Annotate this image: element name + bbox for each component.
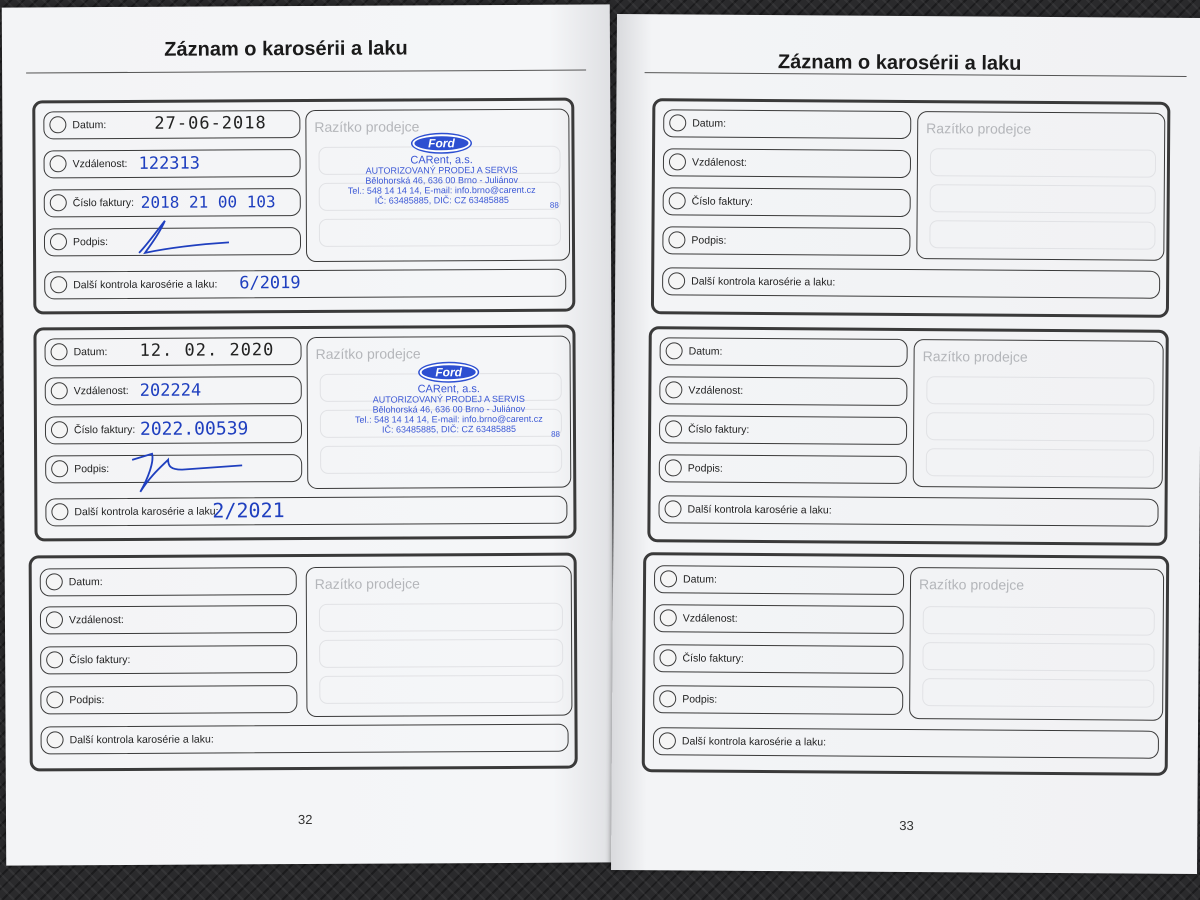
dealer-stamp xyxy=(338,363,561,439)
stamp-slot xyxy=(319,603,563,632)
stamp-slot xyxy=(926,448,1154,478)
bullet-circle-icon xyxy=(659,649,676,666)
cislo-faktury-label: Číslo faktury: xyxy=(688,423,750,436)
page-title: Záznam o karosérii a laku xyxy=(777,51,1022,75)
bullet-circle-icon xyxy=(50,194,67,211)
datum-label: Datum: xyxy=(683,573,717,586)
stamp-label: Razítko prodejce xyxy=(926,120,1032,137)
stamp-slot xyxy=(319,675,563,704)
record-2 xyxy=(33,325,576,542)
signature-icon xyxy=(125,216,235,257)
stamp-label: Razítko prodejce xyxy=(314,118,420,135)
datum-label: Datum: xyxy=(72,119,107,132)
vzdalenost-field[interactable] xyxy=(659,376,907,406)
page-number: 32 xyxy=(297,811,313,828)
cislo-faktury-label: Číslo faktury: xyxy=(682,652,744,665)
podpis-field[interactable] xyxy=(40,685,297,714)
datum-field[interactable] xyxy=(660,337,908,367)
stamp-mark: 88 xyxy=(549,200,559,210)
podpis-field[interactable] xyxy=(44,227,301,256)
bullet-circle-icon xyxy=(659,690,676,707)
stamp-mark: 88 xyxy=(551,429,561,439)
bullet-circle-icon xyxy=(668,231,685,248)
dealer-stamp-box xyxy=(913,339,1164,489)
stamp-company: CARent, a.s. xyxy=(410,154,473,167)
stamp-slot xyxy=(929,220,1155,250)
bullet-circle-icon xyxy=(50,276,67,293)
bullet-circle-icon xyxy=(665,459,682,476)
bullet-circle-icon xyxy=(47,731,64,748)
podpis-field[interactable] xyxy=(45,454,302,483)
stamp-line: Bělohorská 46, 636 00 Brno - Juliánov xyxy=(372,403,526,415)
bullet-circle-icon xyxy=(668,272,685,289)
dalsi-kontrola-label: Další kontrola karosérie a laku: xyxy=(74,505,219,519)
vzdalenost-value: 202224 xyxy=(139,380,202,401)
stamp-slot xyxy=(926,376,1154,406)
datum-field[interactable] xyxy=(43,110,300,139)
cislo-faktury-value: 2022.00539 xyxy=(139,418,249,440)
stamp-line: IČ: 63485885, DIČ: CZ 63485885 xyxy=(381,423,517,435)
stamp-label: Razítko prodejce xyxy=(922,348,1028,365)
vzdalenost-field[interactable] xyxy=(44,149,301,178)
podpis-label: Podpis: xyxy=(69,694,105,707)
stamp-label: Razítko prodejce xyxy=(918,576,1025,593)
podpis-label: Podpis: xyxy=(682,693,718,706)
stamp-slot xyxy=(930,184,1156,214)
dalsi-kontrola-label: Další kontrola karosérie a laku: xyxy=(687,503,832,517)
cislo-faktury-label: Číslo faktury: xyxy=(691,195,754,208)
datum-field[interactable] xyxy=(654,565,904,595)
cislo-faktury-field[interactable] xyxy=(45,415,302,444)
stamp-slot xyxy=(923,606,1155,636)
bullet-circle-icon xyxy=(51,343,68,360)
podpis-field[interactable] xyxy=(659,454,907,484)
record-4 xyxy=(651,98,1170,318)
ford-logo: Ford xyxy=(412,134,471,152)
datum-label: Datum: xyxy=(68,576,103,589)
podpis-field[interactable] xyxy=(662,226,910,256)
datum-field[interactable] xyxy=(40,567,297,596)
vzdalenost-label: Vzdálenost: xyxy=(682,612,738,625)
bullet-circle-icon xyxy=(664,500,681,517)
cislo-faktury-field[interactable] xyxy=(653,644,903,674)
bullet-circle-icon xyxy=(51,421,68,438)
cislo-faktury-label: Číslo faktury: xyxy=(72,196,135,210)
title-divider xyxy=(26,70,586,74)
datum-value: 12. 02. 2020 xyxy=(139,340,275,361)
cislo-faktury-label: Číslo faktury: xyxy=(69,653,131,667)
cislo-faktury-field[interactable] xyxy=(663,187,911,217)
ford-logo: Ford xyxy=(419,363,478,381)
bullet-circle-icon xyxy=(669,114,686,131)
record-5 xyxy=(647,326,1168,546)
stamp-slot xyxy=(922,678,1154,708)
vzdalenost-label: Vzdálenost: xyxy=(72,157,128,171)
podpis-label: Podpis: xyxy=(72,236,109,249)
vzdalenost-label: Vzdálenost: xyxy=(688,384,744,397)
record-6 xyxy=(642,552,1170,776)
podpis-label: Podpis: xyxy=(691,234,727,247)
vzdalenost-field[interactable] xyxy=(45,376,302,405)
bullet-circle-icon xyxy=(51,382,68,399)
datum-label: Datum: xyxy=(688,345,723,358)
bullet-circle-icon xyxy=(46,611,63,628)
dalsi-kontrola-field[interactable] xyxy=(662,267,1160,298)
vzdalenost-value: 122313 xyxy=(138,153,201,174)
dealer-stamp-box xyxy=(306,566,573,717)
signature-icon xyxy=(122,441,252,498)
record-3 xyxy=(29,553,578,772)
cislo-faktury-field[interactable] xyxy=(44,188,301,217)
podpis-label: Podpis: xyxy=(74,463,110,476)
page-number: 33 xyxy=(899,817,914,834)
cislo-faktury-field[interactable] xyxy=(40,645,297,674)
bullet-circle-icon xyxy=(660,570,677,587)
dalsi-kontrola-label: Další kontrola karosérie a laku: xyxy=(681,735,827,749)
vzdalenost-field[interactable] xyxy=(663,148,911,178)
datum-label: Datum: xyxy=(73,346,108,359)
stamp-slot xyxy=(319,218,561,247)
cislo-faktury-field[interactable] xyxy=(659,415,907,445)
dalsi-kontrola-field[interactable] xyxy=(653,727,1159,759)
dalsi-kontrola-label: Další kontrola karosérie a laku: xyxy=(73,278,218,292)
dealer-stamp xyxy=(324,134,559,210)
datum-field[interactable] xyxy=(663,109,911,139)
cislo-faktury-label: Číslo faktury: xyxy=(73,423,136,437)
dalsi-kontrola-label: Další kontrola karosérie a laku: xyxy=(691,275,836,289)
podpis-field[interactable] xyxy=(653,685,903,715)
bullet-circle-icon xyxy=(665,420,682,437)
stamp-line: Tel.: 548 14 14 14, E-mail: info.brno@carent.cz xyxy=(347,184,536,196)
stamp-line: AUTORIZOVANÝ PRODEJ A SERVIS xyxy=(365,164,518,176)
record-1 xyxy=(32,98,575,315)
stamp-slot xyxy=(319,639,563,668)
dealer-stamp-box xyxy=(909,567,1164,721)
bullet-circle-icon xyxy=(666,342,683,359)
page-title: Záznam o karosérii a laku xyxy=(164,37,408,61)
bullet-circle-icon xyxy=(665,381,682,398)
stamp-line: IČ: 63485885, DIČ: CZ 63485885 xyxy=(374,194,509,206)
cislo-faktury-value: 2018 21 00 103 xyxy=(140,192,276,212)
vzdalenost-field[interactable] xyxy=(654,604,904,634)
bullet-circle-icon xyxy=(659,732,676,749)
dalsi-kontrola-value: 2/2021 xyxy=(212,498,285,523)
stamp-line: Bělohorská 46, 636 00 Brno - Juliánov xyxy=(365,174,518,186)
bullet-circle-icon xyxy=(49,116,66,133)
stamp-label: Razítko prodejce xyxy=(314,575,420,592)
stamp-label: Razítko prodejce xyxy=(315,345,421,362)
stamp-company: CARent, a.s. xyxy=(417,383,480,396)
dalsi-kontrola-label: Další kontrola karosérie a laku: xyxy=(69,733,214,747)
dalsi-kontrola-value: 6/2019 xyxy=(239,273,301,294)
dalsi-kontrola-field[interactable] xyxy=(658,495,1158,526)
datum-label: Datum: xyxy=(692,117,727,130)
bullet-circle-icon xyxy=(46,573,63,590)
bullet-circle-icon xyxy=(50,233,67,250)
bullet-circle-icon xyxy=(51,460,68,477)
dealer-stamp-box xyxy=(305,109,570,262)
dalsi-kontrola-field[interactable] xyxy=(45,496,567,527)
vzdalenost-label: Vzdálenost: xyxy=(73,384,129,398)
dalsi-kontrola-field[interactable] xyxy=(44,269,566,300)
vzdalenost-label: Vzdálenost: xyxy=(691,156,747,169)
dalsi-kontrola-field[interactable] xyxy=(41,724,569,755)
bullet-circle-icon xyxy=(50,155,67,172)
bullet-circle-icon xyxy=(46,651,63,668)
page-32 xyxy=(2,4,614,865)
bullet-circle-icon xyxy=(51,503,68,520)
dealer-stamp-box xyxy=(916,111,1165,261)
stamp-slot xyxy=(320,445,562,474)
vzdalenost-label: Vzdálenost: xyxy=(68,613,124,627)
stamp-slot xyxy=(930,148,1156,178)
bullet-circle-icon xyxy=(660,609,677,626)
datum-value: 27-06-2018 xyxy=(154,113,267,134)
bullet-circle-icon xyxy=(46,691,63,708)
stamp-line: Tel.: 548 14 14 14, E-mail: info.brno@carent.cz xyxy=(355,413,543,425)
bullet-circle-icon xyxy=(669,192,686,209)
bullet-circle-icon xyxy=(669,153,686,170)
datum-field[interactable] xyxy=(44,337,301,366)
stamp-line: AUTORIZOVANÝ PRODEJ A SERVIS xyxy=(372,393,525,405)
stamp-slot xyxy=(926,412,1154,442)
page-33 xyxy=(611,14,1200,874)
podpis-label: Podpis: xyxy=(687,462,723,475)
dealer-stamp-box xyxy=(306,336,571,489)
vzdalenost-field[interactable] xyxy=(40,605,297,634)
stamp-slot xyxy=(922,642,1154,672)
